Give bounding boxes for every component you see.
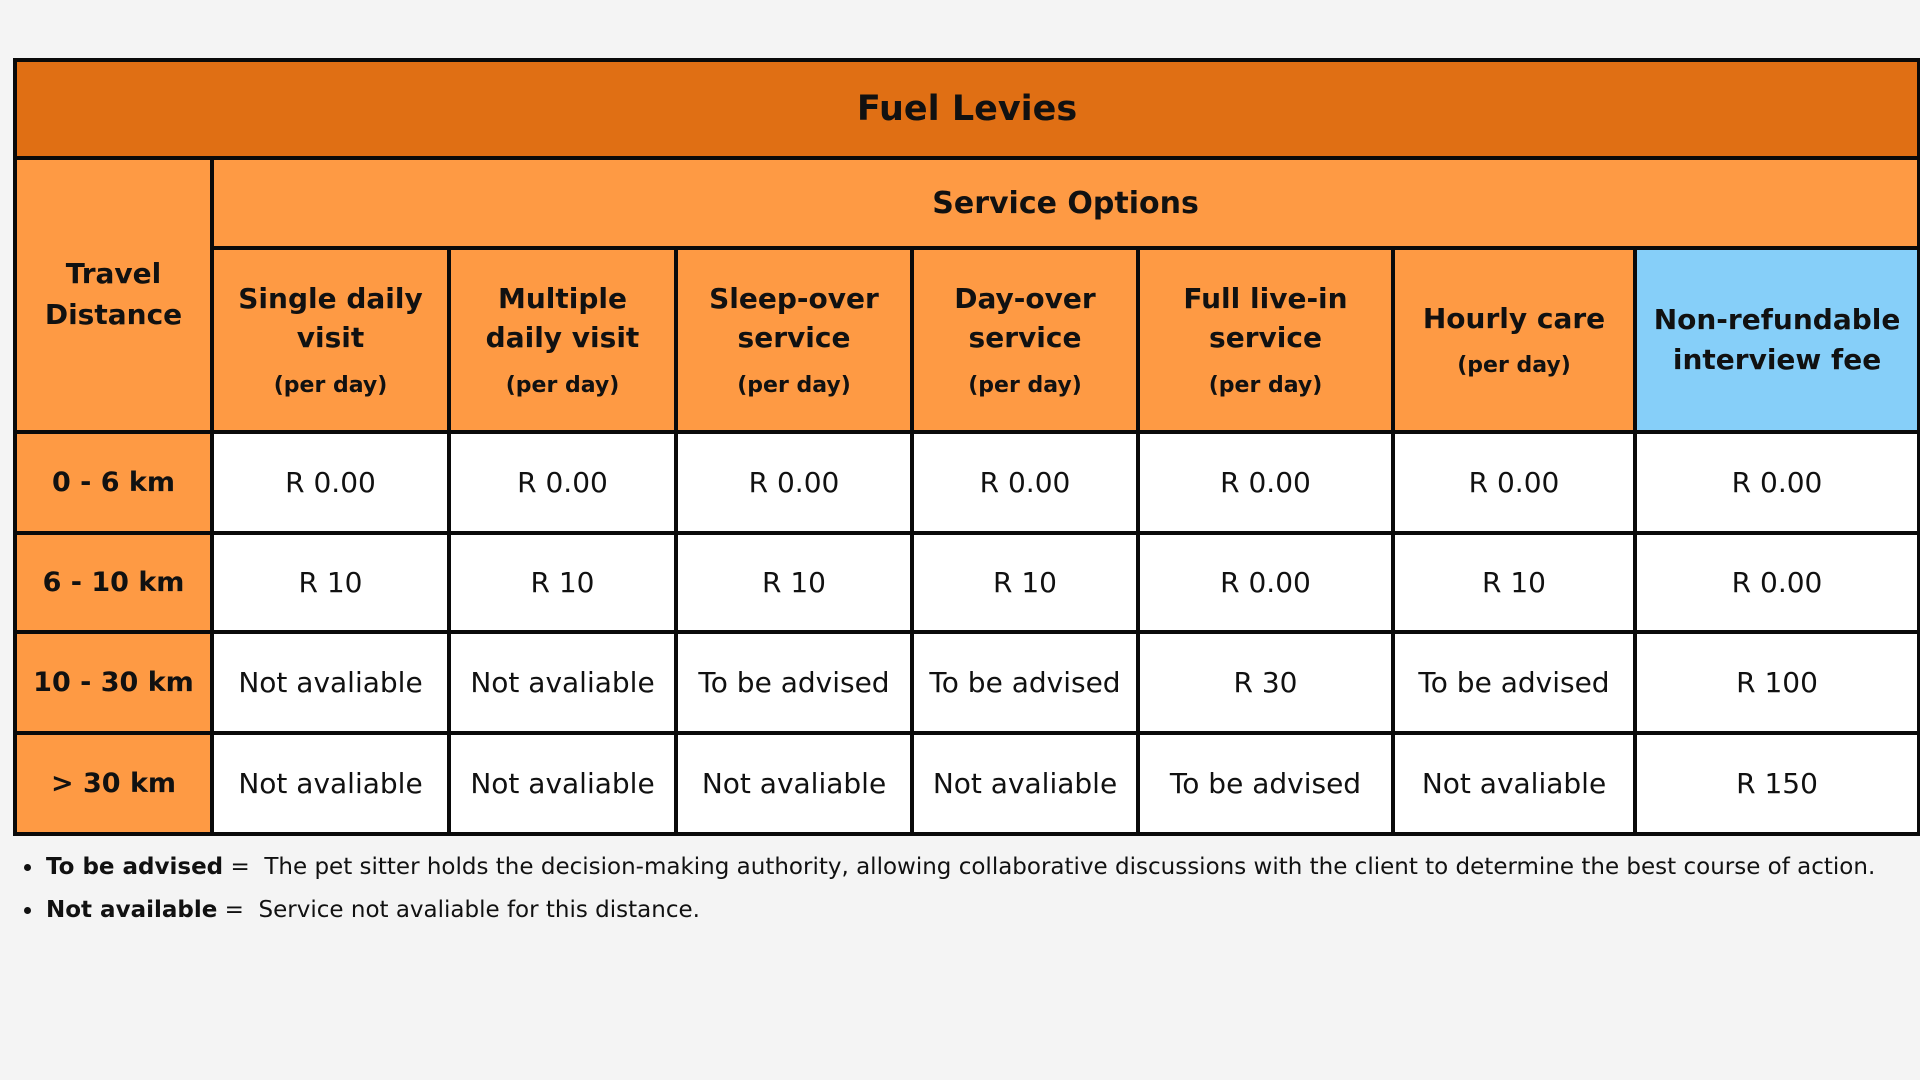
table-title: Fuel Levies	[15, 60, 1919, 158]
column-header-day-over-service	[912, 248, 1138, 432]
footnote-separator: =	[223, 854, 265, 880]
table-cell: To be advised	[912, 632, 1138, 733]
column-label: Day-over service	[954, 281, 1096, 355]
table-cell: R 0.00	[1138, 432, 1393, 533]
row-distance-label: > 30 km	[15, 733, 212, 834]
column-label: Hourly care	[1422, 301, 1606, 335]
footnote-text: The pet sitter holds the decision-making authority, allowing collaborative discussions with the client to determine the best course of action.	[264, 854, 1876, 880]
column-header-interview-fee	[1635, 248, 1919, 432]
column-sublabel: (per day)	[505, 373, 620, 399]
table-cell: To be advised	[1138, 733, 1393, 834]
column-header-single-daily-visit	[212, 248, 449, 432]
fuel-levies-table-wrap	[13, 58, 1917, 836]
table-cell: R 10	[1393, 533, 1635, 632]
table-row	[15, 432, 1919, 533]
row-distance-label: 6 - 10 km	[15, 533, 212, 632]
row-distance-label: 10 - 30 km	[15, 632, 212, 733]
table-cell: R 0.00	[676, 432, 912, 533]
column-header-sleep-over-service	[676, 248, 912, 432]
column-header-full-live-in-service	[1138, 248, 1393, 432]
table-cell: R 0.00	[1635, 432, 1919, 533]
column-label: Non-refundable interview fee	[1653, 303, 1901, 376]
column-sublabel: (per day)	[737, 373, 851, 399]
table-cell: Not avaliable	[1393, 733, 1635, 834]
table-row	[15, 733, 1919, 834]
table-cell: R 10	[676, 533, 912, 632]
table-cell: R 0.00	[912, 432, 1138, 533]
footnote-separator: =	[217, 897, 259, 923]
table-cell: R 100	[1635, 632, 1919, 733]
footnote-text: Service not avaliable for this distance.	[258, 897, 700, 923]
column-sublabel: (per day)	[1208, 373, 1323, 399]
table-row	[15, 533, 1919, 632]
table-cell: R 150	[1635, 733, 1919, 834]
service-options-header: Service Options	[212, 158, 1919, 248]
table-cell: R 30	[1138, 632, 1393, 733]
table-cell: R 0.00	[1393, 432, 1635, 533]
column-header-hourly-care	[1393, 248, 1635, 432]
table-cell: To be advised	[1393, 632, 1635, 733]
table-cell: To be advised	[676, 632, 912, 733]
footnote-to-be-advised	[44, 846, 1875, 889]
column-label: Full live-in service	[1183, 281, 1348, 355]
table-cell: Not avaliable	[912, 733, 1138, 834]
table-cell: Not avaliable	[449, 632, 676, 733]
table-cell: R 10	[212, 533, 449, 632]
table-cell: R 0.00	[1635, 533, 1919, 632]
table-cell: R 10	[912, 533, 1138, 632]
travel-distance-header: Travel Distance	[15, 158, 212, 432]
table-row	[15, 632, 1919, 733]
table-cell: R 0.00	[1138, 533, 1393, 632]
table-cell: Not avaliable	[212, 632, 449, 733]
footnote-term: To be advised	[46, 854, 224, 880]
table-cell: R 0.00	[212, 432, 449, 533]
column-sublabel: (per day)	[1457, 353, 1571, 379]
footnote-not-available	[44, 889, 1875, 932]
table-cell: R 0.00	[449, 432, 676, 533]
table-cell: Not avaliable	[449, 733, 676, 834]
column-label: Multiple daily visit	[485, 281, 640, 355]
row-distance-label: 0 - 6 km	[15, 432, 212, 533]
footnote-term: Not available	[46, 897, 218, 923]
table-cell: Not avaliable	[212, 733, 449, 834]
column-header-multiple-daily-visit	[449, 248, 676, 432]
column-sublabel: (per day)	[968, 373, 1082, 399]
table-cell: Not avaliable	[676, 733, 912, 834]
column-sublabel: (per day)	[273, 373, 388, 399]
table-cell: R 10	[449, 533, 676, 632]
column-label: Sleep-over service	[709, 281, 879, 355]
footnotes-list	[18, 846, 1875, 932]
column-label: Single daily visit	[238, 281, 423, 355]
fuel-levies-table	[13, 58, 1920, 836]
